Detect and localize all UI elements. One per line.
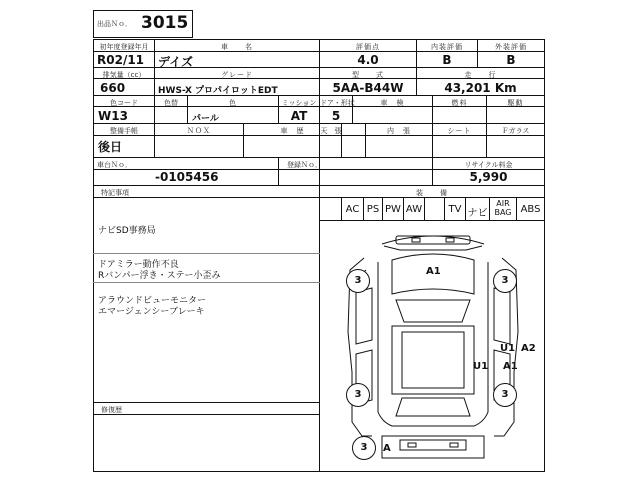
color-type-label: 色替 — [164, 99, 178, 107]
interior-value: B — [442, 53, 452, 67]
first-reg-label: 初年度登録年月 — [99, 43, 149, 51]
score-label: 評価点 — [356, 43, 380, 51]
displacement-label: 排気量（cc） — [102, 71, 146, 79]
tire-spare: 3 — [352, 436, 376, 460]
equip-tv: TV — [448, 204, 462, 215]
fuel-label: 燃料 — [451, 99, 468, 107]
chassis-label: 車台Ｎｏ． — [97, 161, 132, 169]
color-value: パール — [192, 114, 219, 124]
lot-label: 出品Ｎｏ． — [97, 20, 132, 28]
exterior-value: B — [506, 53, 516, 67]
registration-label: 登録Ｎｏ． — [287, 161, 322, 169]
note-5: エマージェンシーブレーキ — [98, 307, 205, 317]
model-value: デイズ — [158, 55, 194, 69]
damage-u1-right-bottom: U1 — [473, 361, 489, 372]
note-1: ナビSD事務局 — [98, 226, 156, 236]
equip-navi: ナビ — [467, 208, 488, 219]
seat-label: シート — [447, 127, 472, 135]
tire-rear-left: 3 — [346, 383, 370, 407]
transmission-label: ミッション — [281, 99, 317, 107]
fglass-label: Ｆガラス — [501, 127, 530, 135]
recycle-value: 5,990 — [469, 170, 508, 184]
interior-top-label: 内 張 — [387, 127, 411, 135]
notes-label: 特記事項 — [101, 189, 129, 197]
interior-label: 内装評価 — [431, 43, 463, 51]
note-2: ドアミラー動作不良 — [98, 260, 179, 270]
grade-value: HWS-X プロパイロットEDT — [158, 86, 278, 96]
grade-label: グレード — [221, 71, 253, 79]
color-code-label: 色コード — [110, 99, 138, 107]
nox-label: ＮＯＸ — [187, 127, 211, 135]
mileage-label: 走 行 — [464, 71, 497, 79]
displacement-value: 660 — [100, 81, 126, 95]
mileage-value: 43,201 Km — [444, 81, 517, 95]
lot-number: 3015 — [141, 13, 189, 33]
equip-aw: AW — [405, 204, 423, 215]
color-label: 色 — [229, 99, 237, 107]
repair-label: 修復歴 — [101, 406, 122, 414]
tire-front-right: 3 — [493, 269, 517, 293]
transmission-value: AT — [290, 109, 308, 123]
damage-u1-right-top: U1 — [500, 343, 516, 354]
note-3: Rバンパー浮き・ステー小歪み — [98, 271, 221, 281]
damage-a1-roof: A1 — [426, 266, 441, 277]
history-label: 車 歴 — [280, 127, 305, 135]
damage-a-front: A — [383, 443, 391, 454]
tire-front-left: 3 — [346, 269, 370, 293]
recycle-label: リサイクル料金 — [464, 161, 513, 169]
equip-pw: PW — [385, 204, 401, 215]
drive-label: 駆動 — [507, 99, 524, 107]
exterior-label: 外装評価 — [495, 43, 527, 51]
manual-label: 整備手帳 — [110, 127, 138, 135]
equip-abs: ABS — [520, 204, 541, 215]
equip-ps: PS — [366, 204, 380, 215]
score-value: 4.0 — [357, 53, 379, 67]
equip-airbag: AIR BAG — [494, 199, 512, 217]
model-type-value: 5AA-B44W — [332, 81, 404, 95]
color-code-value: W13 — [98, 109, 128, 123]
inspection-label: 車 検 — [380, 99, 405, 107]
equipment-label: 装 備 — [416, 189, 448, 197]
sunroof-label: 天 張 — [320, 127, 342, 135]
damage-a2: A2 — [521, 343, 536, 354]
manual-value: 後日 — [98, 140, 123, 154]
note-4: アラウンドビューモニター — [98, 296, 207, 306]
model-type-label: 型 式 — [352, 71, 384, 79]
doors-label: ドア・形状 — [320, 99, 355, 107]
damage-a1-right: A1 — [503, 361, 518, 372]
equip-ac: AC — [345, 204, 360, 215]
model-name-label: 車 名 — [221, 43, 253, 51]
doors-value: 5 — [331, 109, 341, 123]
tire-rear-right: 3 — [493, 383, 517, 407]
first-reg-value: R02/11 — [97, 53, 145, 67]
chassis-value: -0105456 — [155, 170, 219, 184]
